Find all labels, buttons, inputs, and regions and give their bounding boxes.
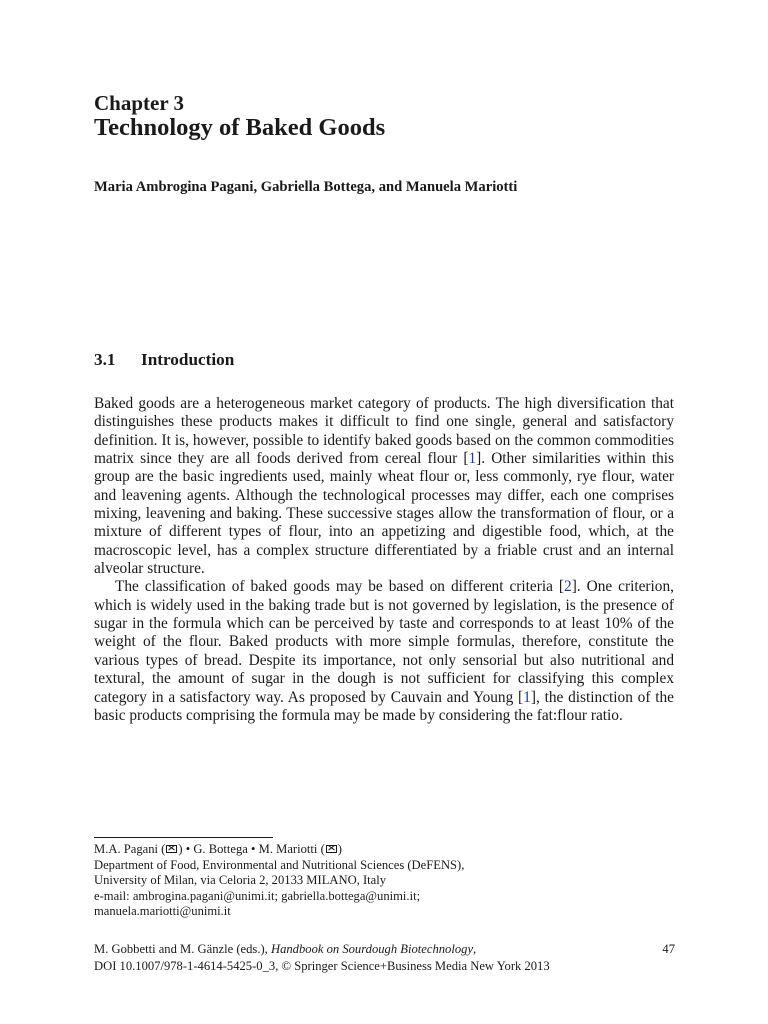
author-affiliation — [94, 842, 694, 920]
book-citation: M. Gobbetti and M. Gänzle (eds.), Handbook on Sourdough Biotechnology, — [94, 942, 477, 956]
paragraph-text: The classification of baked goods may be based on different criteria [ — [115, 578, 565, 596]
mail-icon: ( ) — [161, 842, 183, 856]
mail-icon: ( ) — [320, 842, 342, 856]
section-heading — [94, 350, 234, 370]
affiliation-authors-line — [94, 842, 694, 858]
section-number: 3.1 — [94, 350, 116, 369]
paragraph-text: ]. Other similarities within this group are the basic ingredients used, mainly wheat flour or, less commonly, rye flour, water and leavening agents. Although the technological processes may differ, each one comprises mixing, leavening and baking. These successive stages allow the transformation of flour, or a mixture of different types of flour, into an appetizing and digestible food, which, at the macroscopic level, has a complex structure differentiated by a friable crust and an internal alveolar structure. — [94, 450, 675, 578]
author-name: M. Mariotti — [258, 842, 318, 856]
paragraph — [94, 395, 674, 578]
page-footer — [94, 941, 675, 975]
body-text — [94, 395, 674, 725]
separator-bullet: • — [251, 842, 256, 856]
footnote-divider — [94, 837, 273, 838]
chapter-title: Technology of Baked Goods — [94, 114, 386, 141]
affiliation-address: University of Milan, via Celoria 2, 20133 MILANO, Italy — [94, 873, 387, 888]
section-title: Introduction — [141, 350, 235, 369]
chapter-authors: Maria Ambrogina Pagani, Gabriella Bottega, and Manuela Mariotti — [94, 179, 518, 195]
author-name: M.A. Pagani — [94, 842, 159, 856]
doi-line: DOI 10.1007/978-1-4614-5425-0_3, © Springer Science+Business Media New York 2013 — [94, 959, 550, 973]
paragraph — [94, 578, 674, 725]
paragraph-text: Baked goods are a heterogeneous market category of products. The high diversification that distinguishes these products makes it difficult to find one single, general and satisfactory definition. It is, however, possible to identify baked goods based on the common commodities matrix since they are all foods derived from cereal flour [ — [94, 395, 674, 468]
affiliation-department: Department of Food, Environmental and Nutritional Sciences (DeFENS), — [94, 857, 465, 872]
citation-link[interactable]: 1 — [523, 688, 531, 706]
author-name: G. Bottega — [193, 842, 248, 856]
citation-link[interactable]: 2 — [564, 578, 572, 596]
affiliation-email: manuela.mariotti@unimi.it — [94, 904, 231, 919]
separator-bullet: • — [185, 842, 191, 856]
chapter-label: Chapter 3 — [94, 91, 185, 115]
citation-link[interactable]: 1 — [468, 450, 477, 468]
book-title: Handbook on Sourdough Biotechnology — [270, 942, 474, 956]
page-number: 47 — [662, 942, 675, 956]
paragraph-text: ]. One criterion, which is widely used in the baking trade but is not governed by legislation, is the presence of sugar in the formula which can be perceived by taste and corresponds to at least 10% of the weight of the flour. Baked products with more simple formulas, therefore, constitute the various types of bread. Despite its importance, not only sensorial but also nutritional and textural, the amount of sugar in the dough is not sufficient for classifying this complex category in a satisfactory way. As proposed by Cauvain and Young [ — [94, 578, 674, 706]
paragraph-text: ], the distinction of the basic products comprising the formula may be made by considering the fat:flour ratio. — [94, 688, 674, 724]
affiliation-email: e-mail: ambrogina.pagani@unimi.it; gabriella.bottega@unimi.it; — [94, 888, 421, 903]
